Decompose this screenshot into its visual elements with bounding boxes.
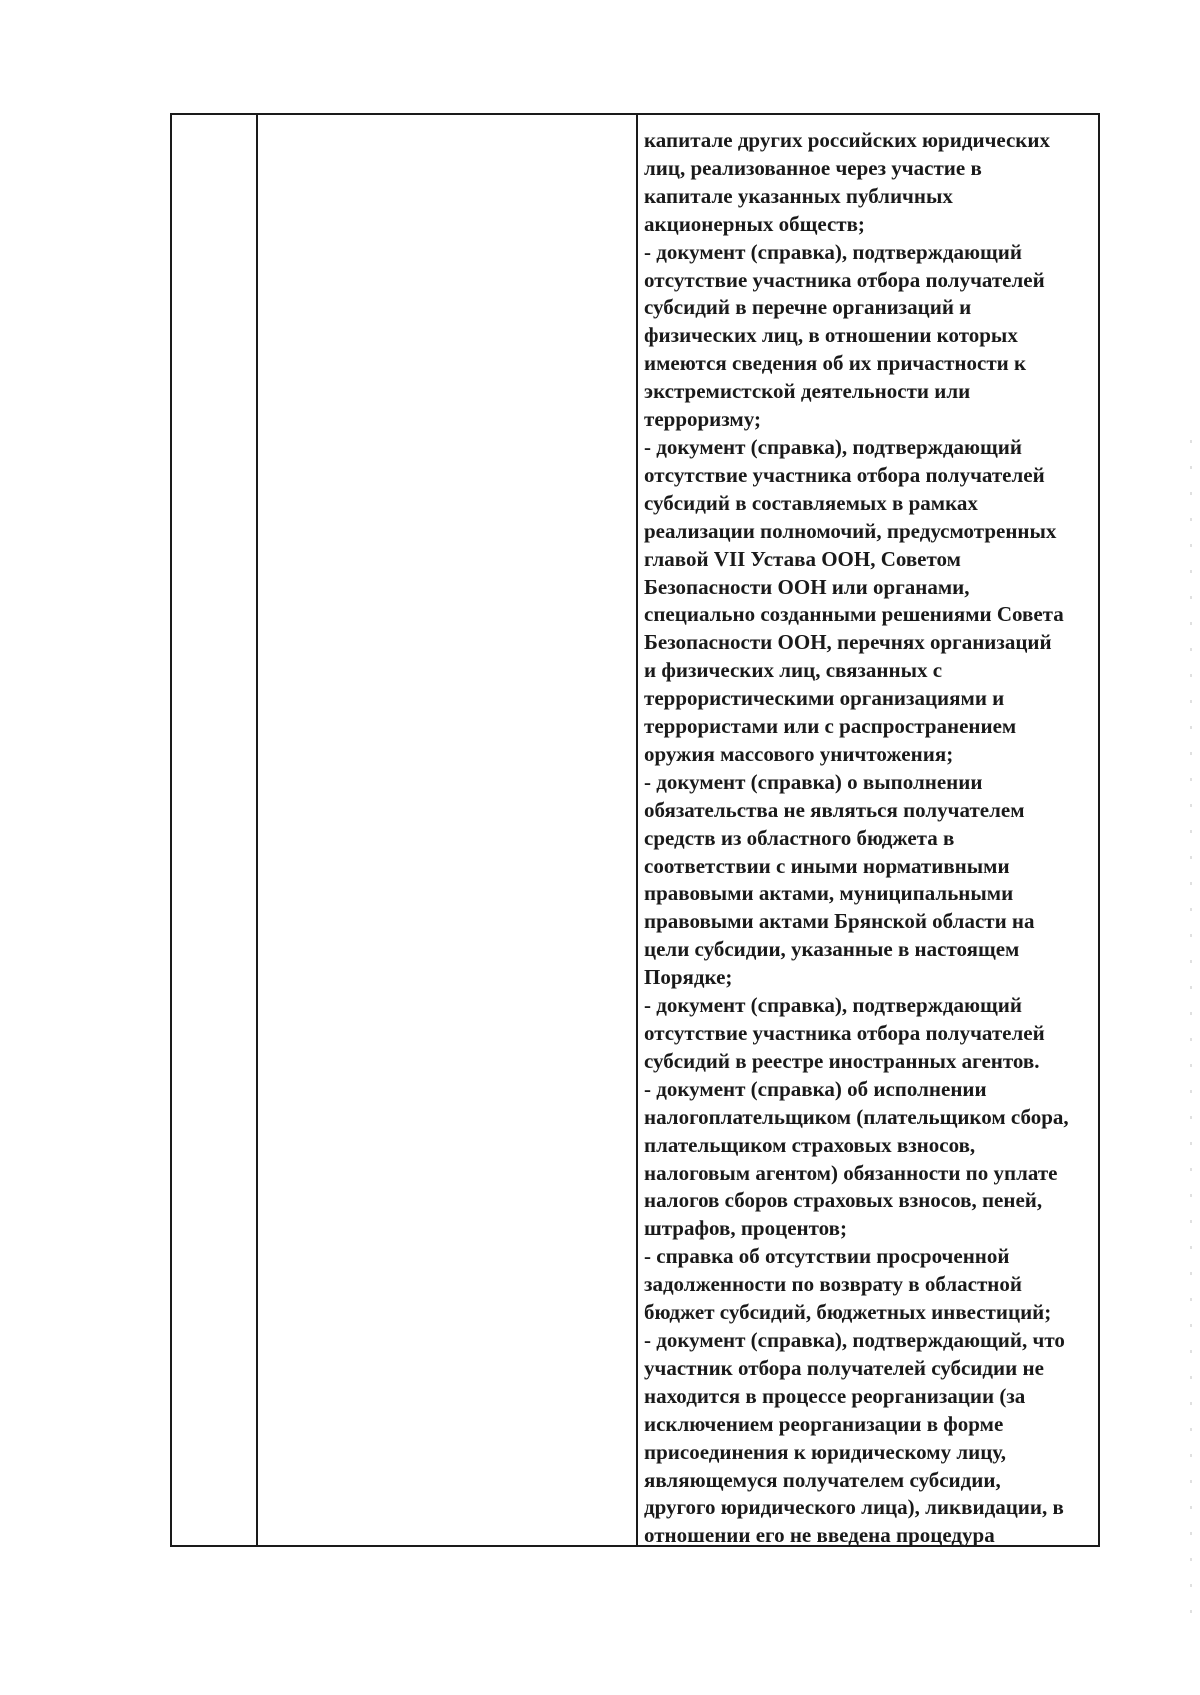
text-line: отсутствие участника отбора получателей: [644, 1021, 1045, 1045]
text-line: экстремистской деятельности или: [644, 379, 971, 404]
text-line: обязательства не являться получателем: [644, 797, 1025, 822]
table-cell-number: [172, 115, 256, 1545]
text-line: отсутствие участника отбора получателей: [644, 267, 1045, 292]
text-line: Безопасности ООН или органами,: [644, 574, 970, 599]
text-line: и физических лиц, связанных с: [644, 658, 943, 683]
text-line: отсутствие участника отбора получателей: [644, 462, 1045, 487]
text-line: - документ (справка) о выполнении: [644, 769, 983, 794]
text-line: налоговым агентом) обязанности по уплате: [644, 1160, 1058, 1185]
text-line: присоединения к юридическому лицу,: [644, 1439, 1006, 1464]
text-line: правовыми актами Брянской области на: [644, 909, 1035, 934]
text-line: плательщиком страховых взносов,: [644, 1132, 976, 1157]
text-line: террористами или с распространением: [644, 714, 1017, 739]
text-line: участник отбора получателей субсидии не: [644, 1355, 1044, 1380]
text-line: - документ (справка) об исполнении: [644, 1076, 987, 1101]
text-line: имеются сведения об их причастности к: [644, 351, 1027, 376]
text-line: бюджет субсидий, бюджетных инвестиций;: [644, 1300, 1052, 1325]
text-line: являющемуся получателем субсидии,: [644, 1467, 1001, 1492]
text-line: налогоплательщиком (плательщиком сбора,: [644, 1104, 1069, 1129]
text-line: акционерных обществ;: [644, 211, 865, 236]
text-line: субсидий в реестре иностранных агентов.: [644, 1048, 1040, 1073]
text-line: - документ (справка), подтверждающий: [644, 993, 1022, 1018]
table-cell-documents: [638, 115, 1098, 1548]
text-line: другого юридического лица), ликвидации, в: [644, 1495, 1064, 1520]
text-line: главой VII Устава ООН, Советом: [644, 546, 961, 571]
document-table: [170, 113, 1100, 1547]
text-line: специально созданными решениями Совета: [644, 602, 1064, 627]
text-line: реализации полномочий, предусмотренных: [644, 518, 1057, 543]
text-line: штрафов, процентов;: [644, 1216, 847, 1241]
text-line: исключением реорганизации в форме: [644, 1411, 1004, 1436]
text-line: находится в процессе реорганизации (за: [644, 1383, 1026, 1408]
text-line: соответствии с иными нормативными: [644, 853, 1010, 878]
text-line: Безопасности ООН, перечнях организаций: [644, 630, 1052, 655]
text-line: субсидий в составляемых в рамках: [644, 490, 978, 515]
text-line: средств из областного бюджета в: [644, 825, 955, 850]
text-line: - документ (справка), подтверждающий: [644, 239, 1022, 264]
text-line: терроризму;: [644, 407, 761, 432]
text-line: субсидий в перечне организаций и: [644, 295, 972, 320]
text-line: правовыми актами, муниципальными: [644, 881, 1014, 906]
text-line: задолженности по возврату в областной: [644, 1272, 1022, 1297]
text-line: лиц, реализованное через участие в: [644, 155, 982, 180]
text-line: - документ (справка), подтверждающий, что: [644, 1327, 1065, 1352]
text-line: физических лиц, в отношении которых: [644, 323, 1018, 348]
text-line: оружия массового уничтожения;: [644, 741, 954, 766]
text-line: - справка об отсутствии просроченной: [644, 1244, 1010, 1269]
text-line: отношении его не введена процедура: [644, 1523, 995, 1548]
text-line: - документ (справка), подтверждающий: [644, 434, 1022, 459]
scan-artifact: [1190, 440, 1192, 1620]
text-line: террористическими организациями и: [644, 686, 1005, 711]
table-cell-name: [258, 115, 636, 1545]
text-line: налогов сборов страховых взносов, пеней,: [644, 1188, 1043, 1213]
text-line: цели субсидии, указанные в настоящем: [644, 937, 1020, 962]
text-line: Порядке;: [644, 965, 733, 990]
text-line: капитале других российских юридических: [644, 128, 1051, 152]
text-line: капитале указанных публичных: [644, 183, 953, 208]
